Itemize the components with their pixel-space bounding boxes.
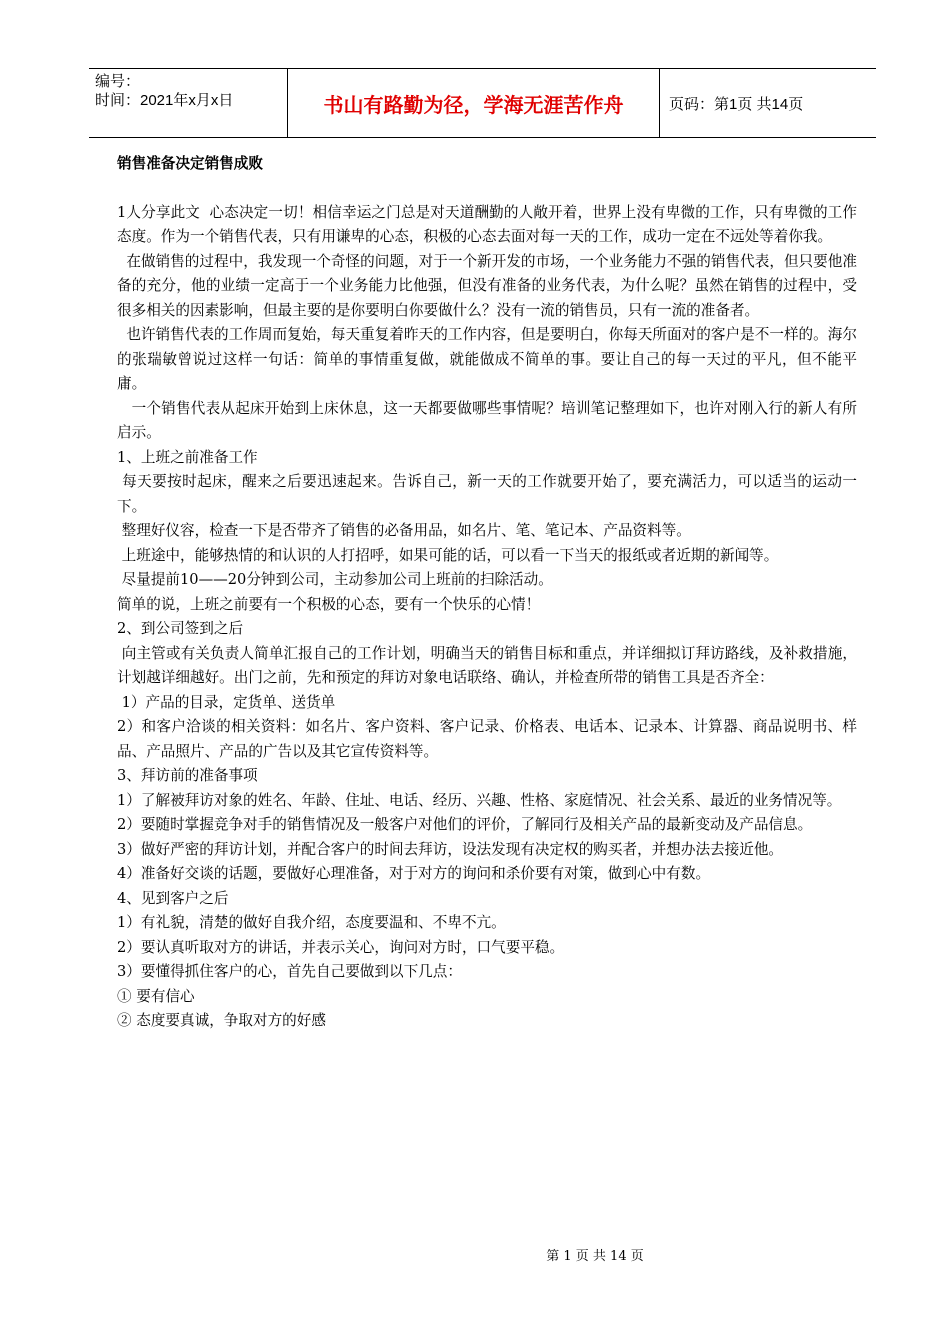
body-paragraph: 在做销售的过程中，我发现一个奇怪的问题，对于一个新开发的市场，一个业务能力不强的销售代表，但只要他准备的充分，他的业绩一定高于一个业务能力比他强，但没有准备的业务代表，为什么呢？虽然在销售的过程中，受很多相关的因素影响，但最主要的是你要明白你要做什么？没有一流的销售员，只有一流的准备者。 [117,252,857,319]
body-paragraph: 4）准备好交谈的话题，要做好心理准备，对于对方的询问和杀价要有对策，做到心中有数。 [117,865,711,882]
body-paragraph: 一个销售代表从起床开始到上床休息，这一天都要做哪些事情呢？培训笔记整理如下，也许对刚入行的新人有所启示。 [117,399,857,441]
body-paragraph: 1）了解被拜访对象的姓名、年龄、住址、电话、经历、兴趣、性格、家庭情况、社会关系、最近的业务情况等。 [117,791,842,809]
header-motto: 书山有路勤为径，学海无涯苦作舟 [323,92,624,117]
body-paragraph: 3）要懂得抓住客户的心，首先自己要做到以下几点： [117,963,462,980]
body-paragraph: 简单的说，上班之前要有一个积极的心态，要有一个快乐的心情！ [117,595,541,613]
header-table [89,68,876,138]
document-body [117,152,857,1034]
body-paragraph: 2、到公司签到之后 [117,620,244,637]
body-paragraph: 1）有礼貌，清楚的做好自我介绍，态度要温和、不卑不亢。 [117,914,506,931]
body-paragraph: 整理好仪容，检查一下是否带齐了销售的必备用品，如名片、笔、笔记本、产品资料等。 [117,522,691,539]
body-paragraph: 4、见到客户之后 [117,889,229,907]
header-divider [659,69,660,137]
body-paragraph: 向主管或有关负责人简单汇报自己的工作计划，明确当天的销售目标和重点，并详细拟订拜访路线，及补救措施，计划越详细越好。出门之前，先和预定的拜访对象电话联络、确认，并检查所带的销售工具是否齐全： [117,644,858,686]
body-paragraph: 1人分享此文 心态决定一切！相信幸运之门总是对天道酬勤的人敞开着，世界上没有卑微的工作，只有卑微的工作态度。作为一个销售代表，只有用谦卑的心态，积极的心态去面对每一天的工作，成功一定在不远处等着你我。 [117,203,857,245]
body-paragraph: 每天要按时起床，醒来之后要迅速起来。告诉自己，新一天的工作就要开始了，要充满活力，可以适当的运动一下。 [117,473,857,515]
body-paragraph: ② 态度要真诚，争取对方的好感 [117,1012,326,1029]
header-meta-cell [89,69,287,137]
body-paragraph: 2）要认真听取对方的讲话，并表示关心，询问对方时，口气要平稳。 [117,938,565,956]
document-number-label: 编号： [95,73,141,90]
footer-page-number: 第 1 页 共 14 页 [546,1249,644,1264]
body-paragraph: 尽量提前10——20分钟到公司，主动参加公司上班前的扫除活动。 [117,571,553,588]
body-paragraph: 2）和客户洽谈的相关资料：如名片、客户资料、客户记录、价格表、电话本、记录本、计算器、商品说明书、样品、产品照片、产品的广告以及其它宣传资料等。 [117,718,857,760]
page-footer [0,1245,950,1264]
body-paragraph: ① 要有信心 [117,987,195,1005]
paragraph-list [117,201,857,1034]
document-time-label: 时间：2021年x月x日 [95,92,234,109]
body-paragraph: 3、拜访前的准备事项 [117,767,258,784]
body-paragraph: 1）产品的目录，定货单、送货单 [117,693,336,711]
body-paragraph: 1、上班之前准备工作 [117,448,258,466]
header-page-info: 页码：第1页 共14页 [669,96,804,113]
document-title: 销售准备决定销售成败 [117,155,263,172]
body-paragraph: 也许销售代表的工作周而复始，每天重复着昨天的工作内容，但是要明白，你每天所面对的客户是不一样的。海尔的张瑞敏曾说过这样一句话：简单的事情重复做，就能做成不简单的事。要让自己的每一天过的平凡，但不能平庸。 [117,326,857,392]
body-paragraph: 2）要随时掌握竞争对手的销售情况及一般客户对他们的评价，了解同行及相关产品的最新变动及产品信息。 [117,816,813,833]
body-paragraph: 3）做好严密的拜访计划，并配合客户的时间去拜访，设法发现有决定权的购买者，并想办法去接近他。 [117,840,784,858]
body-paragraph: 上班途中，能够热情的和认识的人打招呼，如果可能的话，可以看一下当天的报纸或者近期的新闻等。 [117,546,779,564]
